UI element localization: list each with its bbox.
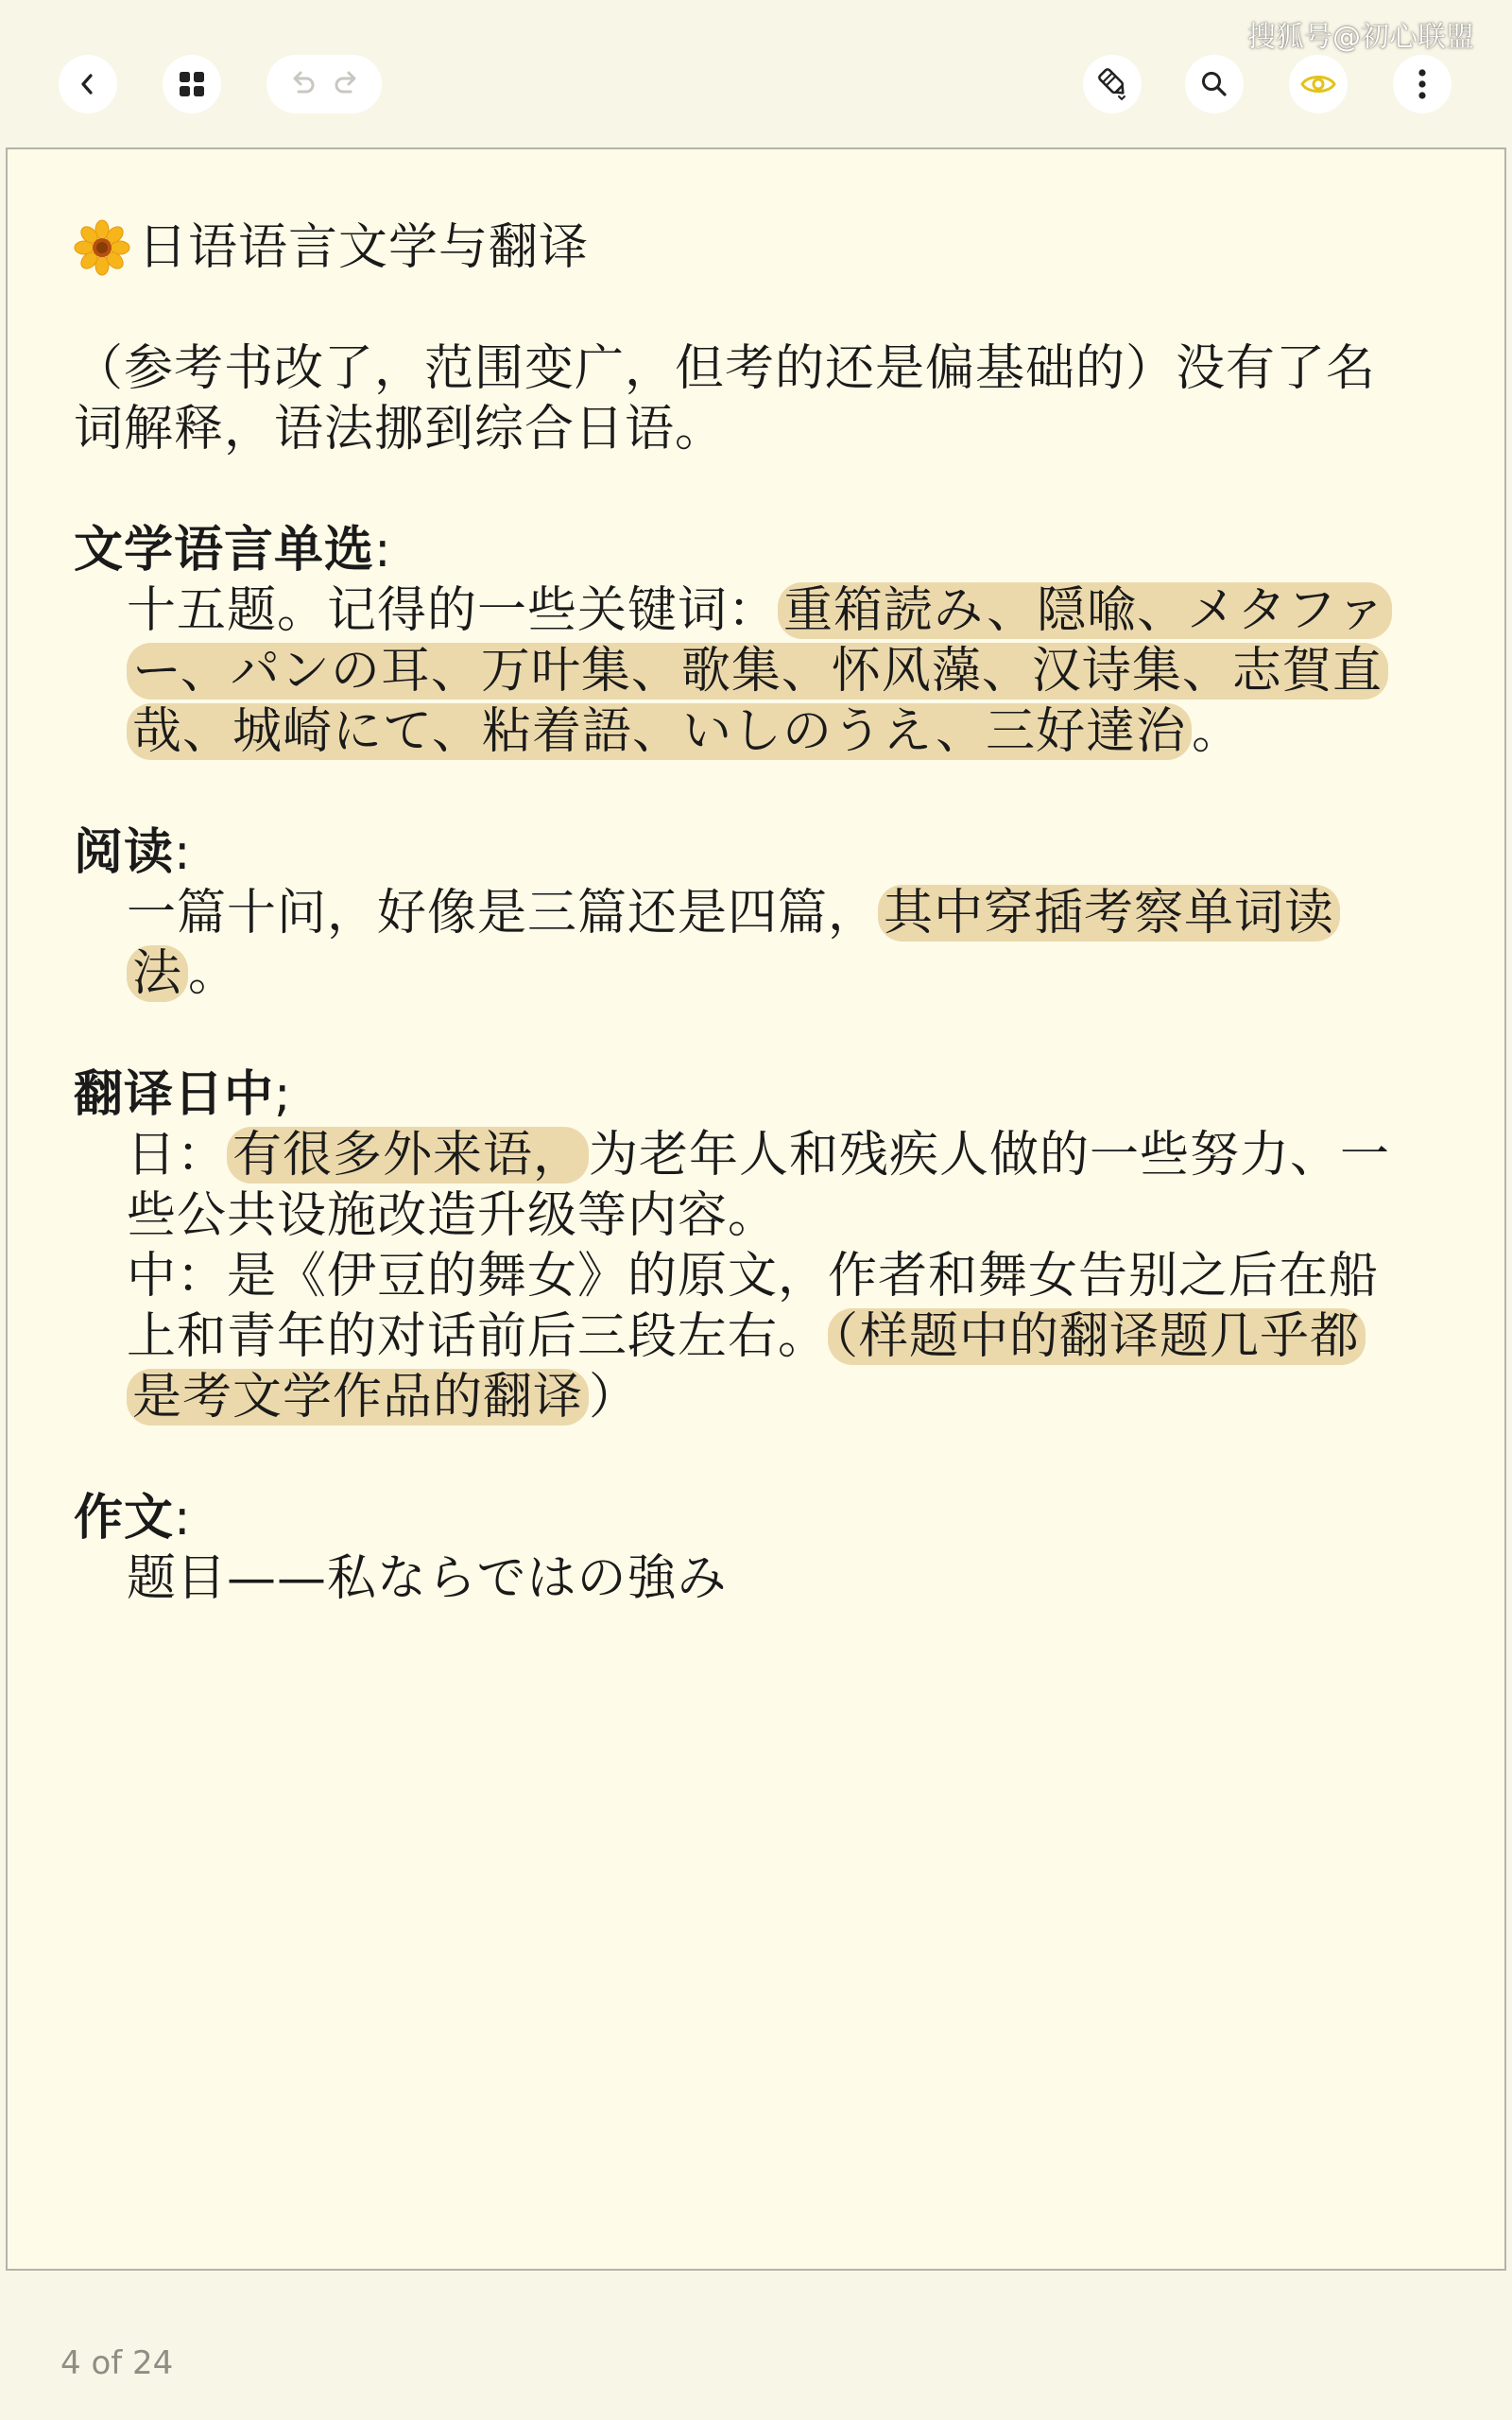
intro-paragraph: （参考书改了，范围变广，但考的还是偏基础的）没有了名词解释，语法挪到综合日语。: [74, 340, 1377, 458]
heading-colon: :: [374, 522, 392, 579]
watermark: 搜狐号@初心联盟: [1247, 21, 1474, 54]
pen-icon: [1093, 65, 1131, 103]
section-heading: 阅读: [74, 824, 175, 881]
heading-colon: :: [174, 1490, 192, 1547]
toolbar: [0, 55, 1512, 123]
highlight-span: 重箱読み、隠喩、メタファー、パンの耳、万叶集、歌集、怀风藻、汉诗集、志賀直哉、城崎にて、粘着語、いしのうえ、三好達治: [127, 582, 1392, 760]
eye-icon: [1299, 71, 1337, 97]
highlight-span: （样题中的翻译题几乎都是考文学作品的翻译: [127, 1308, 1366, 1426]
section-text-tail: 为老年人和残疾人做的一些努力、一些公共设施改造升级等内容。: [127, 1127, 1391, 1244]
section-heading: 作文: [74, 1490, 175, 1547]
grid-view-button[interactable]: [163, 55, 221, 113]
undo-icon: [286, 66, 318, 98]
section-text: 中：是《伊豆的舞女》的原文，作者和舞女告别之后在船上和青年的对话前后三段左右。: [127, 1248, 1380, 1365]
section-heading: 翻译日中: [74, 1066, 275, 1123]
redo-icon: [331, 66, 363, 98]
heading-colon: ;: [274, 1066, 292, 1123]
section-text: 题目——私ならではの強み: [127, 1550, 728, 1607]
pen-tool-button[interactable]: [1083, 55, 1142, 113]
sunflower-icon: [74, 219, 130, 276]
note-title: [74, 217, 1397, 278]
section-heading: 文学语言单选: [74, 522, 375, 579]
section-translation: [74, 1064, 1397, 1427]
section-text: 一篇十问，好像是三篇还是四篇，: [127, 885, 879, 942]
undo-button[interactable]: [286, 66, 318, 102]
undo-redo-group: [266, 55, 382, 113]
reading-mode-button[interactable]: [1289, 55, 1348, 113]
section-reading: [74, 822, 1397, 1004]
note-content: [74, 217, 1397, 1609]
title-text: 日语语言文学与翻译: [138, 219, 590, 276]
search-button[interactable]: [1185, 55, 1244, 113]
search-icon: [1199, 69, 1229, 99]
heading-colon: :: [174, 824, 192, 881]
section-text-tail: 。: [1192, 703, 1243, 760]
section-text: 十五题。记得的一些关键词：: [127, 582, 779, 639]
more-vertical-icon: [1417, 67, 1428, 101]
note-page[interactable]: [6, 147, 1506, 2271]
more-options-button[interactable]: [1393, 55, 1452, 113]
redo-button[interactable]: [331, 66, 363, 102]
chevron-left-icon: [75, 71, 101, 97]
section-text: 日：: [127, 1127, 228, 1184]
section-literature: [74, 520, 1397, 762]
page-indicator: 4 of 24: [60, 2344, 174, 2382]
highlight-span: 有很多外来语，: [227, 1127, 589, 1184]
highlight-span: 其中穿插考察单词读法: [127, 885, 1340, 1002]
section-text-tail: ）: [589, 1369, 640, 1426]
section-composition: [74, 1488, 1397, 1609]
back-button[interactable]: [59, 55, 117, 113]
section-text-tail: 。: [188, 945, 239, 1002]
grid-icon: [178, 70, 206, 98]
